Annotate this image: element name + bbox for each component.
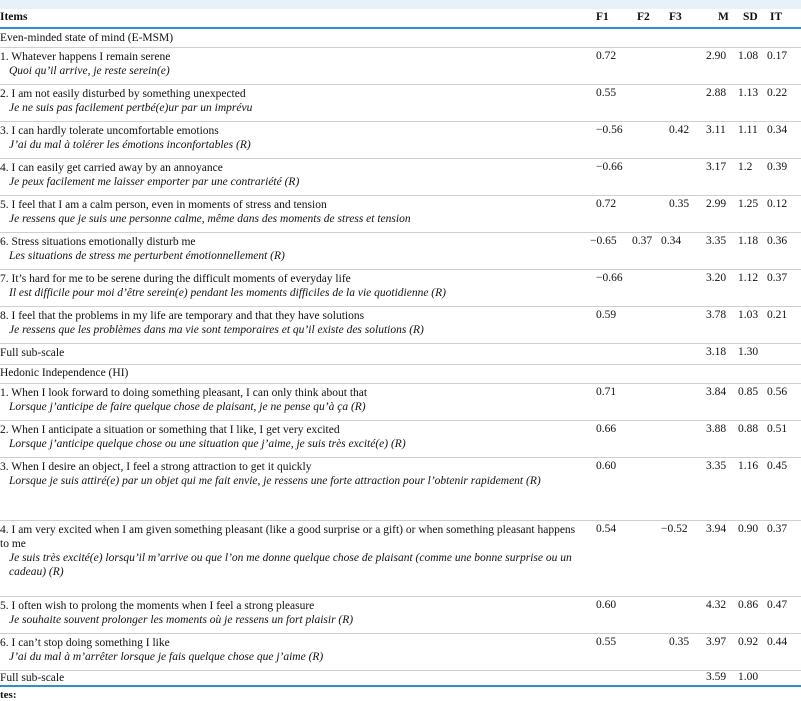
item-text-fr: Je ressens que je suis une personne calme, même dans des moments de stress et tension bbox=[9, 213, 411, 225]
cell-m: 3.35 bbox=[706, 460, 727, 472]
cell-it: 0.56 bbox=[767, 386, 788, 398]
header-f2: F2 bbox=[637, 11, 650, 23]
item-text-fr: Je suis très excité(e) lorsqu’il m’arrive ou que l’on me donne quelque chose de plaisant (comme une bonne surprise ou un cadeau) (R) bbox=[9, 552, 572, 578]
item-text-fr: Lorsque j’anticipe quelque chose ou une situation que j’aime, je suis très excité(e) (R) bbox=[9, 438, 406, 450]
item-text-en: 5. I feel that I am a calm person, even in moments of stress and tension bbox=[0, 199, 327, 211]
header-f1: F1 bbox=[596, 11, 609, 23]
notes-label: tes: bbox=[0, 689, 17, 701]
cell-sd: 1.2 bbox=[738, 161, 753, 173]
subscale-row bbox=[0, 343, 801, 365]
section-row bbox=[0, 364, 801, 384]
header-f3: F3 bbox=[669, 11, 682, 23]
cell-f1: 0.71 bbox=[596, 386, 617, 398]
cell-f1: 0.72 bbox=[596, 50, 617, 62]
item-text-fr: Je ne suis pas facilement pertbé(e)ur par un imprévu bbox=[9, 102, 253, 114]
subscale-label: Full sub-scale bbox=[0, 672, 65, 684]
cell-m: 3.11 bbox=[706, 124, 726, 136]
cell-m: 2.90 bbox=[706, 50, 727, 62]
table-row bbox=[0, 420, 801, 458]
table-row bbox=[0, 158, 801, 196]
cell-m: 3.35 bbox=[706, 235, 727, 247]
item-text-en: 6. Stress situations emotionally disturb me bbox=[0, 236, 196, 248]
cell-it: 0.39 bbox=[767, 161, 788, 173]
cell-sd: 1.16 bbox=[738, 460, 759, 472]
cell-f3: 0.35 bbox=[669, 198, 690, 210]
cell-f1: 0.72 bbox=[596, 198, 617, 210]
table-row bbox=[0, 306, 801, 344]
table-row bbox=[0, 383, 801, 421]
item-text-en: 4. I can easily get carried away by an annoyance bbox=[0, 162, 223, 174]
cell-f1: 0.60 bbox=[596, 460, 617, 472]
item-text-fr: Les situations de stress me perturbent émotionnellement (R) bbox=[9, 250, 285, 262]
table-row bbox=[0, 269, 801, 307]
cell-sd: 1.03 bbox=[738, 309, 759, 321]
section-label: Hedonic Independence (HI) bbox=[0, 367, 129, 379]
cell-it: 0.45 bbox=[767, 460, 788, 472]
cell-m: 4.32 bbox=[706, 599, 727, 611]
table-row bbox=[0, 195, 801, 233]
item-text-en: 1. When I look forward to doing something pleasant, I can only think about that bbox=[0, 387, 368, 399]
cell-f1: 0.54 bbox=[596, 523, 617, 535]
cell-it: 0.17 bbox=[767, 50, 788, 62]
cell-f1: 0.55 bbox=[596, 87, 617, 99]
cell-m: 3.59 bbox=[706, 671, 727, 683]
item-text-fr: Lorsque j’anticipe de faire quelque chose de plaisant, je ne pense qu’à ça (R) bbox=[9, 401, 366, 413]
item-text-fr: Je souhaite souvent prolonger les moments où je ressens un fort plaisir (R) bbox=[9, 614, 354, 626]
cell-it: 0.36 bbox=[767, 235, 788, 247]
cell-f1: −0.66 bbox=[596, 272, 623, 284]
item-text-en: 6. I can’t stop doing something I like bbox=[0, 637, 170, 649]
cell-m: 2.99 bbox=[706, 198, 727, 210]
header-it: IT bbox=[770, 11, 783, 23]
cell-f1: −0.56 bbox=[596, 124, 623, 136]
table-row bbox=[0, 121, 801, 159]
cell-it: 0.12 bbox=[767, 198, 788, 210]
cell-m: 3.20 bbox=[706, 272, 727, 284]
cell-m: 3.97 bbox=[706, 636, 727, 648]
cell-sd: 1.18 bbox=[738, 235, 759, 247]
item-text-en: 3. I can hardly tolerate uncomfortable emotions bbox=[0, 125, 219, 137]
table-row bbox=[0, 47, 801, 85]
cell-sd: 1.00 bbox=[738, 671, 759, 683]
cell-m: 2.88 bbox=[706, 87, 727, 99]
item-text-en: 8. I feel that the problems in my life are temporary and that they have solutions bbox=[0, 310, 365, 322]
table-row bbox=[0, 633, 801, 671]
section-row bbox=[0, 29, 801, 48]
top-band bbox=[0, 0, 801, 9]
item-text-fr: J’ai du mal à tolérer les émotions inconfortables (R) bbox=[9, 139, 251, 151]
cell-sd: 0.88 bbox=[738, 423, 759, 435]
subscale-label: Full sub-scale bbox=[0, 347, 65, 359]
cell-f3: 0.34 bbox=[661, 235, 682, 247]
section-label: Even-minded state of mind (E-MSM) bbox=[0, 32, 174, 44]
cell-sd: 0.85 bbox=[738, 386, 759, 398]
item-text-en: 2. I am not easily disturbed by something unexpected bbox=[0, 88, 246, 100]
item-text-en: 1. Whatever happens I remain serene bbox=[0, 51, 171, 63]
cell-f1: 0.60 bbox=[596, 599, 617, 611]
table-row bbox=[0, 232, 801, 270]
cell-sd: 0.86 bbox=[738, 599, 759, 611]
cell-m: 3.18 bbox=[706, 346, 727, 358]
cell-it: 0.22 bbox=[767, 87, 788, 99]
item-text-en: 4. I am very excited when I am given something pleasant (like a good surprise or a gift) or when something pleasant happens to me bbox=[0, 524, 576, 550]
cell-it: 0.44 bbox=[767, 636, 788, 648]
cell-m: 3.17 bbox=[706, 161, 727, 173]
cell-it: 0.21 bbox=[767, 309, 788, 321]
cell-sd: 0.92 bbox=[738, 636, 759, 648]
item-text-fr: J’ai du mal à m’arrêter lorsque je fais quelque chose que j’aime (R) bbox=[9, 651, 324, 663]
item-text-en: 3. When I desire an object, I feel a strong attraction to get it quickly bbox=[0, 461, 312, 473]
table-row bbox=[0, 84, 801, 122]
cell-f1: 0.66 bbox=[596, 423, 617, 435]
cell-f3: −0.52 bbox=[661, 523, 688, 535]
cell-m: 3.88 bbox=[706, 423, 727, 435]
cell-sd: 1.13 bbox=[738, 87, 759, 99]
cell-m: 3.78 bbox=[706, 309, 727, 321]
item-text-fr: Je ressens que les problèmes dans ma vie sont temporaires et qu’il existe des solutions (R) bbox=[9, 324, 424, 336]
cell-f3: 0.42 bbox=[669, 124, 690, 136]
cell-it: 0.37 bbox=[767, 523, 788, 535]
cell-it: 0.34 bbox=[767, 124, 788, 136]
cell-m: 3.84 bbox=[706, 386, 727, 398]
subscale-row bbox=[0, 670, 801, 685]
cell-it: 0.37 bbox=[767, 272, 788, 284]
header-sd: SD bbox=[743, 11, 758, 23]
item-text-en: 5. I often wish to prolong the moments when I feel a strong pleasure bbox=[0, 600, 315, 612]
item-text-fr: Quoi qu’il arrive, je reste serein(e) bbox=[9, 65, 170, 77]
cell-sd: 1.08 bbox=[738, 50, 759, 62]
cell-sd: 1.12 bbox=[738, 272, 759, 284]
cell-sd: 1.11 bbox=[738, 124, 758, 136]
item-text-en: 7. It’s hard for me to be serene during the difficult moments of everyday life bbox=[0, 273, 351, 285]
cell-sd: 1.25 bbox=[738, 198, 759, 210]
item-text-en: 2. When I anticipate a situation or something that I like, I get very excited bbox=[0, 424, 340, 436]
cell-f2: 0.37 bbox=[632, 235, 653, 247]
cell-f1: −0.65 bbox=[590, 235, 617, 247]
item-text-fr: Lorsque je suis attiré(e) par un objet qui me fait envie, je ressens une forte attraction pour l’obtenir rapidement (R) bbox=[9, 475, 541, 487]
item-text-fr: Il est difficile pour moi d’être serein(e) pendant les moments difficiles de la vie quotidienne (R) bbox=[9, 287, 446, 299]
table-row bbox=[0, 520, 801, 597]
item-text-fr: Je peux facilement me laisser emporter par une contrariété (R) bbox=[9, 176, 300, 188]
cell-sd: 1.30 bbox=[738, 346, 759, 358]
cell-f3: 0.35 bbox=[669, 636, 690, 648]
table-header bbox=[0, 9, 801, 29]
table-row bbox=[0, 457, 801, 521]
cell-f1: 0.59 bbox=[596, 309, 617, 321]
header-items: Items bbox=[0, 11, 28, 23]
table-row bbox=[0, 596, 801, 634]
cell-f1: 0.55 bbox=[596, 636, 617, 648]
cell-it: 0.47 bbox=[767, 599, 788, 611]
cell-f1: −0.66 bbox=[596, 161, 623, 173]
header-m: M bbox=[718, 11, 729, 23]
cell-it: 0.51 bbox=[767, 423, 788, 435]
cell-sd: 0.90 bbox=[738, 523, 759, 535]
cell-m: 3.94 bbox=[706, 523, 727, 535]
